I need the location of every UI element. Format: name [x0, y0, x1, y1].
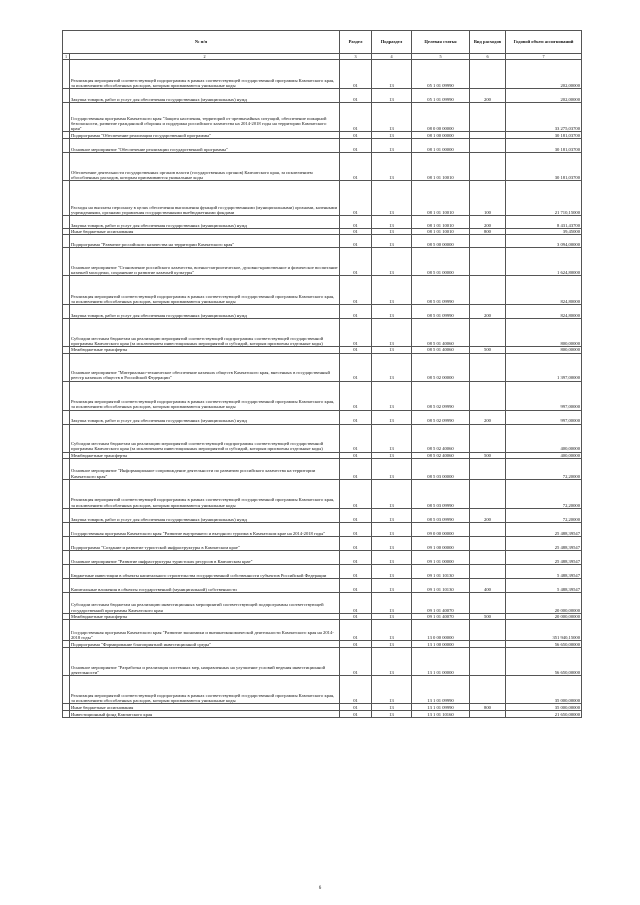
row-amount-cell: 56 650,00000: [506, 648, 582, 676]
row-number-cell: [63, 458, 70, 479]
row-target-article-cell: 13 1 00 00000: [412, 641, 470, 648]
row-razdel-cell: 01: [340, 276, 372, 305]
row-name-cell: Закупка товаров, работ и услуг для обеспечения государственных (муниципальных) нужд: [70, 89, 340, 103]
index-cell: 1: [63, 54, 70, 60]
row-name-cell: Подпрограмма "Развитие российского казачества на территории Камчатского края": [70, 235, 340, 248]
row-amount-cell: 25 488,39547: [506, 536, 582, 550]
row-expense-type-cell: 200: [470, 410, 506, 424]
row-expense-type-cell: 200: [470, 216, 506, 229]
row-target-article-cell: 08 1 01 10010: [412, 153, 470, 181]
row-name-cell: Основное мероприятие "Развитие инфраструктуры туристских ресурсов в Камчатском крае": [70, 550, 340, 564]
row-razdel-cell: 01: [340, 181, 372, 216]
row-amount-cell: 72,20000: [506, 479, 582, 508]
row-podrazdel-cell: 13: [372, 452, 412, 458]
row-expense-type-cell: 500: [470, 613, 506, 619]
table-row: [63, 424, 582, 452]
row-podrazdel-cell: 13: [372, 641, 412, 648]
row-razdel-cell: 01: [340, 347, 372, 353]
row-target-article-cell: 08 0 00 00000: [412, 103, 470, 132]
row-expense-type-cell: [470, 479, 506, 508]
table-row: [63, 458, 582, 479]
row-podrazdel-cell: 13: [372, 648, 412, 676]
row-amount-cell: 3 094,00000: [506, 235, 582, 248]
header-expense-type: Вид расходов: [470, 31, 506, 54]
row-target-article-cell: 08 5 03 09990: [412, 479, 470, 508]
row-target-article-cell: 13 1 01 10160: [412, 711, 470, 718]
row-razdel-cell: 01: [340, 381, 372, 410]
row-name-cell: Реализация мероприятий соответствующей подпрограммы в рамках соответствующей государственной программы Камчатского края, за исключением обособленных расходов, которым присваиваются уникальные коды: [70, 276, 340, 305]
row-target-article-cell: 08 5 01 09990: [412, 305, 470, 319]
row-amount-cell: 351 940,15000: [506, 620, 582, 641]
row-expense-type-cell: [470, 235, 506, 248]
row-podrazdel-cell: 13: [372, 711, 412, 718]
row-expense-type-cell: [470, 676, 506, 704]
row-expense-type-cell: [470, 711, 506, 718]
row-name-cell: Реализация мероприятий соответствующей подпрограммы в рамках соответствующей государственной программы Камчатского края, за исключением обособленных расходов, которым присваиваются уникальные коды: [70, 60, 340, 89]
row-target-article-cell: 08 5 01 40060: [412, 319, 470, 347]
row-target-article-cell: 08 5 02 40060: [412, 452, 470, 458]
row-expense-type-cell: [470, 592, 506, 613]
row-razdel-cell: 01: [340, 620, 372, 641]
row-number-cell: [63, 60, 70, 89]
table-row: [63, 676, 582, 704]
row-razdel-cell: 01: [340, 139, 372, 153]
row-razdel-cell: 01: [340, 648, 372, 676]
row-podrazdel-cell: 13: [372, 578, 412, 592]
row-razdel-cell: 01: [340, 522, 372, 536]
row-name-cell: Иные бюджетные ассигнования: [70, 704, 340, 711]
row-amount-cell: 56 650,00000: [506, 641, 582, 648]
row-amount-cell: 39,45000: [506, 229, 582, 235]
row-number-cell: [63, 536, 70, 550]
row-razdel-cell: 01: [340, 353, 372, 381]
row-name-cell: Инвестиционный фонд Камчатского края: [70, 711, 340, 718]
row-expense-type-cell: 500: [470, 452, 506, 458]
row-razdel-cell: 01: [340, 153, 372, 181]
row-number-cell: [63, 592, 70, 613]
table-row: [63, 592, 582, 613]
row-name-cell: Государственная программа Камчатского края "Защита населения, территорий от чрезвычайных ситуаций, обеспечение пожарной безопасности, развитие гражданской обороны и поддержка российского казачества на 2014-2018 годы на территории Камчатского края": [70, 103, 340, 132]
row-target-article-cell: 08 5 01 00000: [412, 248, 470, 276]
row-amount-cell: 997,00000: [506, 381, 582, 410]
row-amount-cell: 997,00000: [506, 410, 582, 424]
header-row: [63, 31, 582, 54]
row-podrazdel-cell: 13: [372, 353, 412, 381]
row-expense-type-cell: [470, 319, 506, 347]
row-razdel-cell: 01: [340, 60, 372, 89]
row-target-article-cell: 08 5 03 09990: [412, 508, 470, 522]
row-podrazdel-cell: 13: [372, 216, 412, 229]
row-amount-cell: 30 181,03700: [506, 132, 582, 139]
row-razdel-cell: 01: [340, 641, 372, 648]
table-row: [63, 578, 582, 592]
row-razdel-cell: 01: [340, 410, 372, 424]
row-name-cell: Субсидии местным бюджетам на реализацию инвестиционных мероприятий соответствующей подпрограммы соответствующей государственной программы Камчатского края: [70, 592, 340, 613]
row-target-article-cell: 09 1 01 10130: [412, 564, 470, 578]
row-podrazdel-cell: 13: [372, 613, 412, 619]
table-row: [63, 410, 582, 424]
row-podrazdel-cell: 13: [372, 181, 412, 216]
row-number-cell: [63, 620, 70, 641]
row-number-cell: [63, 305, 70, 319]
row-name-cell: Основное мероприятие "Разработка и реализация системных мер, направленных на улучшение условий ведения инвестиционной деятельности": [70, 648, 340, 676]
row-name-cell: Государственная программа Камчатского края "Развитие экономики и внешнеэкономической деятельности Камчатского края на 2014-2018 годы": [70, 620, 340, 641]
row-razdel-cell: 01: [340, 319, 372, 347]
index-cell: 7: [506, 54, 582, 60]
index-cell: 6: [470, 54, 506, 60]
row-target-article-cell: 08 1 00 00000: [412, 132, 470, 139]
row-name-cell: Закупка товаров, работ и услуг для обеспечения государственных (муниципальных) нужд: [70, 305, 340, 319]
row-number-cell: [63, 424, 70, 452]
row-razdel-cell: 01: [340, 592, 372, 613]
row-razdel-cell: 01: [340, 704, 372, 711]
row-number-cell: [63, 89, 70, 103]
row-expense-type-cell: [470, 564, 506, 578]
row-amount-cell: 5 488,39547: [506, 564, 582, 578]
row-target-article-cell: 09 1 01 10130: [412, 578, 470, 592]
table-row: [63, 216, 582, 229]
row-expense-type-cell: 200: [470, 508, 506, 522]
header-razdel: Раздел: [340, 31, 372, 54]
row-amount-cell: 72,20000: [506, 458, 582, 479]
table-row: [63, 353, 582, 381]
table-row: [63, 641, 582, 648]
table-row: [63, 276, 582, 305]
row-number-cell: [63, 550, 70, 564]
row-podrazdel-cell: 13: [372, 276, 412, 305]
row-number-cell: [63, 235, 70, 248]
table-row: [63, 319, 582, 347]
row-podrazdel-cell: 13: [372, 550, 412, 564]
table-row: [63, 508, 582, 522]
row-amount-cell: 824,80000: [506, 305, 582, 319]
row-number-cell: [63, 132, 70, 139]
table-row: [63, 564, 582, 578]
row-amount-cell: 25 488,39547: [506, 550, 582, 564]
row-razdel-cell: 01: [340, 711, 372, 718]
table-body: [63, 60, 582, 718]
row-number-cell: [63, 648, 70, 676]
row-amount-cell: 800,00000: [506, 347, 582, 353]
row-expense-type-cell: 800: [470, 229, 506, 235]
row-target-article-cell: 09 1 01 40070: [412, 613, 470, 619]
table-row: [63, 235, 582, 248]
row-number-cell: [63, 410, 70, 424]
row-amount-cell: 824,80000: [506, 276, 582, 305]
row-expense-type-cell: 200: [470, 305, 506, 319]
row-number-cell: [63, 276, 70, 305]
row-target-article-cell: 09 0 00 00000: [412, 522, 470, 536]
row-expense-type-cell: 200: [470, 89, 506, 103]
row-podrazdel-cell: 13: [372, 248, 412, 276]
row-amount-cell: 202,00000: [506, 89, 582, 103]
row-amount-cell: 800,00000: [506, 319, 582, 347]
row-number-cell: [63, 139, 70, 153]
row-name-cell: Расходы на выплаты персоналу в целях обеспечения выполнения функций государственными (муниципальными) органами, казенными учреждениями, органами управления государственными внебюджетными фондами: [70, 181, 340, 216]
row-expense-type-cell: [470, 276, 506, 305]
row-razdel-cell: 01: [340, 216, 372, 229]
header-target-article: Целевая статья: [412, 31, 470, 54]
row-podrazdel-cell: 13: [372, 458, 412, 479]
row-number-cell: [63, 676, 70, 704]
row-podrazdel-cell: 13: [372, 229, 412, 235]
row-number-cell: [63, 103, 70, 132]
row-expense-type-cell: [470, 522, 506, 536]
row-razdel-cell: 01: [340, 452, 372, 458]
row-number-cell: [63, 641, 70, 648]
row-razdel-cell: 01: [340, 479, 372, 508]
table-row: [63, 153, 582, 181]
row-podrazdel-cell: 13: [372, 410, 412, 424]
row-target-article-cell: 08 1 01 10010: [412, 216, 470, 229]
row-expense-type-cell: [470, 536, 506, 550]
index-cell: 5: [412, 54, 470, 60]
row-name-cell: Реализация мероприятий соответствующей подпрограммы в рамках соответствующей государственной программы Камчатского края, за исключением обособленных расходов, которым присваиваются уникальные коды: [70, 479, 340, 508]
row-number-cell: [63, 216, 70, 229]
row-name-cell: Межбюджетные трансферты: [70, 347, 340, 353]
row-amount-cell: 21 650,00000: [506, 711, 582, 718]
row-name-cell: Обеспечение деятельности государственных органов власти (государственных органов) Камчатского края, за исключением обособленных расходов, которым присваиваются уникальные коды: [70, 153, 340, 181]
row-expense-type-cell: [470, 458, 506, 479]
row-podrazdel-cell: 13: [372, 592, 412, 613]
row-podrazdel-cell: 13: [372, 536, 412, 550]
row-number-cell: [63, 181, 70, 216]
row-podrazdel-cell: 13: [372, 620, 412, 641]
row-number-cell: [63, 711, 70, 718]
row-amount-cell: 35 000,00000: [506, 676, 582, 704]
table-row: [63, 139, 582, 153]
row-podrazdel-cell: 13: [372, 60, 412, 89]
page-number: 6: [318, 886, 322, 891]
row-razdel-cell: 01: [340, 248, 372, 276]
row-target-article-cell: 09 1 01 00000: [412, 550, 470, 564]
row-number-cell: [63, 564, 70, 578]
row-amount-cell: 1 624,80000: [506, 248, 582, 276]
header-number: № п/п: [63, 31, 340, 54]
row-number-cell: [63, 353, 70, 381]
row-number-cell: [63, 381, 70, 410]
row-expense-type-cell: 100: [470, 181, 506, 216]
row-podrazdel-cell: 13: [372, 676, 412, 704]
row-podrazdel-cell: 13: [372, 347, 412, 353]
table-row: [63, 132, 582, 139]
row-expense-type-cell: [470, 353, 506, 381]
row-razdel-cell: 01: [340, 508, 372, 522]
row-number-cell: [63, 153, 70, 181]
row-expense-type-cell: [470, 132, 506, 139]
row-number-cell: [63, 704, 70, 711]
table-row: [63, 522, 582, 536]
row-amount-cell: 20 000,00000: [506, 592, 582, 613]
table-row: [63, 704, 582, 711]
row-target-article-cell: 08 1 01 10010: [412, 181, 470, 216]
row-target-article-cell: 08 5 01 09990: [412, 276, 470, 305]
row-razdel-cell: 01: [340, 676, 372, 704]
table-row: [63, 479, 582, 508]
row-number-cell: [63, 508, 70, 522]
row-amount-cell: 33 275,03700: [506, 103, 582, 132]
header-annual-amount: Годовой объем ассигнований: [506, 31, 582, 54]
row-amount-cell: 5 488,39547: [506, 578, 582, 592]
row-expense-type-cell: [470, 381, 506, 410]
row-expense-type-cell: [470, 648, 506, 676]
row-target-article-cell: 08 1 01 10010: [412, 229, 470, 235]
row-amount-cell: 21 710,15000: [506, 181, 582, 216]
row-podrazdel-cell: 13: [372, 522, 412, 536]
row-number-cell: [63, 578, 70, 592]
row-expense-type-cell: 500: [470, 347, 506, 353]
row-expense-type-cell: [470, 103, 506, 132]
row-expense-type-cell: [470, 153, 506, 181]
row-razdel-cell: 01: [340, 578, 372, 592]
row-name-cell: Реализация мероприятий соответствующей подпрограммы в рамках соответствующей государственной программы Камчатского края, за исключением обособленных расходов, которым присваиваются уникальные коды: [70, 381, 340, 410]
row-razdel-cell: 01: [340, 103, 372, 132]
table-row: [63, 648, 582, 676]
row-amount-cell: 72,20000: [506, 508, 582, 522]
row-target-article-cell: 13 1 01 09990: [412, 676, 470, 704]
row-amount-cell: 8 431,43700: [506, 216, 582, 229]
row-name-cell: Межбюджетные трансферты: [70, 452, 340, 458]
row-name-cell: Субсидии местным бюджетам на реализацию мероприятий соответствующей подпрограммы соответствующей государственной программы Камчатского края (за исключением инвестиционных мероприятий и субсидий, которым присвоены отдельные коды): [70, 424, 340, 452]
row-name-cell: Основное мероприятие "Обеспечение реализации государственной программы": [70, 139, 340, 153]
table-row: [63, 550, 582, 564]
row-expense-type-cell: [470, 641, 506, 648]
row-name-cell: Реализация мероприятий соответствующей подпрограммы в рамках соответствующей государственной программы Камчатского края, за исключением обособленных расходов, которым присваиваются уникальные коды: [70, 676, 340, 704]
row-target-article-cell: 08 5 01 40060: [412, 347, 470, 353]
row-name-cell: Подпрограмма "Создание и развитие туристской инфраструктуры в Камчатском крае": [70, 536, 340, 550]
row-razdel-cell: 01: [340, 613, 372, 619]
row-name-cell: Капитальные вложения в объекты государственной (муниципальной) собственности: [70, 578, 340, 592]
row-name-cell: Иные бюджетные ассигнования: [70, 229, 340, 235]
row-podrazdel-cell: 13: [372, 564, 412, 578]
header-podrazdel: Подраздел: [372, 31, 412, 54]
row-target-article-cell: 08 5 02 09990: [412, 381, 470, 410]
row-target-article-cell: 05 1 01 09990: [412, 60, 470, 89]
row-podrazdel-cell: 13: [372, 319, 412, 347]
row-expense-type-cell: 800: [470, 704, 506, 711]
row-amount-cell: 35 000,00000: [506, 704, 582, 711]
row-expense-type-cell: [470, 139, 506, 153]
table-row: [63, 305, 582, 319]
row-razdel-cell: 01: [340, 458, 372, 479]
row-razdel-cell: 01: [340, 424, 372, 452]
row-target-article-cell: 08 5 00 00000: [412, 235, 470, 248]
row-podrazdel-cell: 13: [372, 704, 412, 711]
row-expense-type-cell: [470, 620, 506, 641]
row-razdel-cell: 01: [340, 550, 372, 564]
row-number-cell: [63, 479, 70, 508]
row-amount-cell: 202,00000: [506, 60, 582, 89]
row-podrazdel-cell: 13: [372, 132, 412, 139]
table-row: [63, 620, 582, 641]
row-target-article-cell: 08 5 02 40060: [412, 424, 470, 452]
row-name-cell: Основное мероприятие "Информационное сопровождение деятельности по развитию российского казачества на территории Камчатского края": [70, 458, 340, 479]
table-row: [63, 89, 582, 103]
row-amount-cell: 20 000,00000: [506, 613, 582, 619]
row-podrazdel-cell: 13: [372, 139, 412, 153]
row-amount-cell: 1 397,00000: [506, 353, 582, 381]
row-expense-type-cell: 400: [470, 578, 506, 592]
row-expense-type-cell: [470, 248, 506, 276]
row-number-cell: [63, 522, 70, 536]
table-row: [63, 103, 582, 132]
row-target-article-cell: 13 1 01 09990: [412, 704, 470, 711]
row-amount-cell: 30 181,03700: [506, 153, 582, 181]
table-row: [63, 248, 582, 276]
row-number-cell: [63, 248, 70, 276]
table-row: [63, 60, 582, 89]
row-target-article-cell: 08 5 02 00000: [412, 353, 470, 381]
row-name-cell: Бюджетные инвестиции в объекты капитального строительства государственной собственности субъектов Российской Федерации: [70, 564, 340, 578]
row-number-cell: [63, 319, 70, 347]
row-name-cell: Закупка товаров, работ и услуг для обеспечения государственных (муниципальных) нужд: [70, 508, 340, 522]
row-podrazdel-cell: 13: [372, 479, 412, 508]
table-row: [63, 381, 582, 410]
row-name-cell: Подпрограмма "Формирование благоприятной инвестиционной среды": [70, 641, 340, 648]
row-name-cell: Закупка товаров, работ и услуг для обеспечения государственных (муниципальных) нужд: [70, 410, 340, 424]
row-razdel-cell: 01: [340, 89, 372, 103]
row-target-article-cell: 09 1 01 40070: [412, 592, 470, 613]
table-row: [63, 181, 582, 216]
row-podrazdel-cell: 13: [372, 235, 412, 248]
row-razdel-cell: 01: [340, 305, 372, 319]
row-name-cell: Межбюджетные трансферты: [70, 613, 340, 619]
row-name-cell: Государственная программа Камчатского края "Развитие внутреннего и въездного туризма в Камчатском крае на 2014-2018 годы": [70, 522, 340, 536]
row-razdel-cell: 01: [340, 536, 372, 550]
index-cell: 3: [340, 54, 372, 60]
row-razdel-cell: 01: [340, 132, 372, 139]
row-razdel-cell: 01: [340, 564, 372, 578]
row-name-cell: Закупка товаров, работ и услуг для обеспечения государственных (муниципальных) нужд: [70, 216, 340, 229]
row-podrazdel-cell: 13: [372, 424, 412, 452]
row-amount-cell: 400,00000: [506, 452, 582, 458]
table-row: [63, 711, 582, 718]
row-podrazdel-cell: 13: [372, 103, 412, 132]
row-name-cell: Основное мероприятие "Материально-техническое обеспечение казачьих обществ Камчатского края, внесенных в государственный реестр казачьих обществ в Российской Федерации": [70, 353, 340, 381]
row-name-cell: Подпрограмма "Обеспечение реализации государственной программы": [70, 132, 340, 139]
row-podrazdel-cell: 13: [372, 89, 412, 103]
row-target-article-cell: 05 1 01 09990: [412, 89, 470, 103]
table-row: [63, 536, 582, 550]
index-cell: 4: [372, 54, 412, 60]
row-razdel-cell: 01: [340, 229, 372, 235]
row-razdel-cell: 01: [340, 235, 372, 248]
row-amount-cell: 25 488,39547: [506, 522, 582, 536]
row-expense-type-cell: [470, 60, 506, 89]
row-expense-type-cell: [470, 424, 506, 452]
row-amount-cell: 400,00000: [506, 424, 582, 452]
row-amount-cell: 30 181,03700: [506, 139, 582, 153]
row-target-article-cell: 08 1 01 00000: [412, 139, 470, 153]
budget-table: [62, 30, 582, 718]
row-target-article-cell: 13 0 00 00000: [412, 620, 470, 641]
row-podrazdel-cell: 13: [372, 305, 412, 319]
row-name-cell: Субсидии местным бюджетам на реализацию мероприятий соответствующей подпрограммы соответствующей государственной программы Камчатского края (за исключением инвестиционных мероприятий и субсидий, которым присвоены отдельные коды): [70, 319, 340, 347]
row-podrazdel-cell: 13: [372, 508, 412, 522]
row-target-article-cell: 08 5 03 00000: [412, 458, 470, 479]
row-podrazdel-cell: 13: [372, 153, 412, 181]
row-podrazdel-cell: 13: [372, 381, 412, 410]
index-cell: 2: [70, 54, 340, 60]
row-name-cell: Основное мероприятие "Становление российского казачества, военно-патриотическое, духовно-нравственное и физическое воспитание казачьей молодежи, сохранение и развитие казачьей культуры": [70, 248, 340, 276]
row-target-article-cell: 13 1 01 00000: [412, 648, 470, 676]
row-expense-type-cell: [470, 550, 506, 564]
row-target-article-cell: 08 5 02 09990: [412, 410, 470, 424]
row-target-article-cell: 09 1 00 00000: [412, 536, 470, 550]
